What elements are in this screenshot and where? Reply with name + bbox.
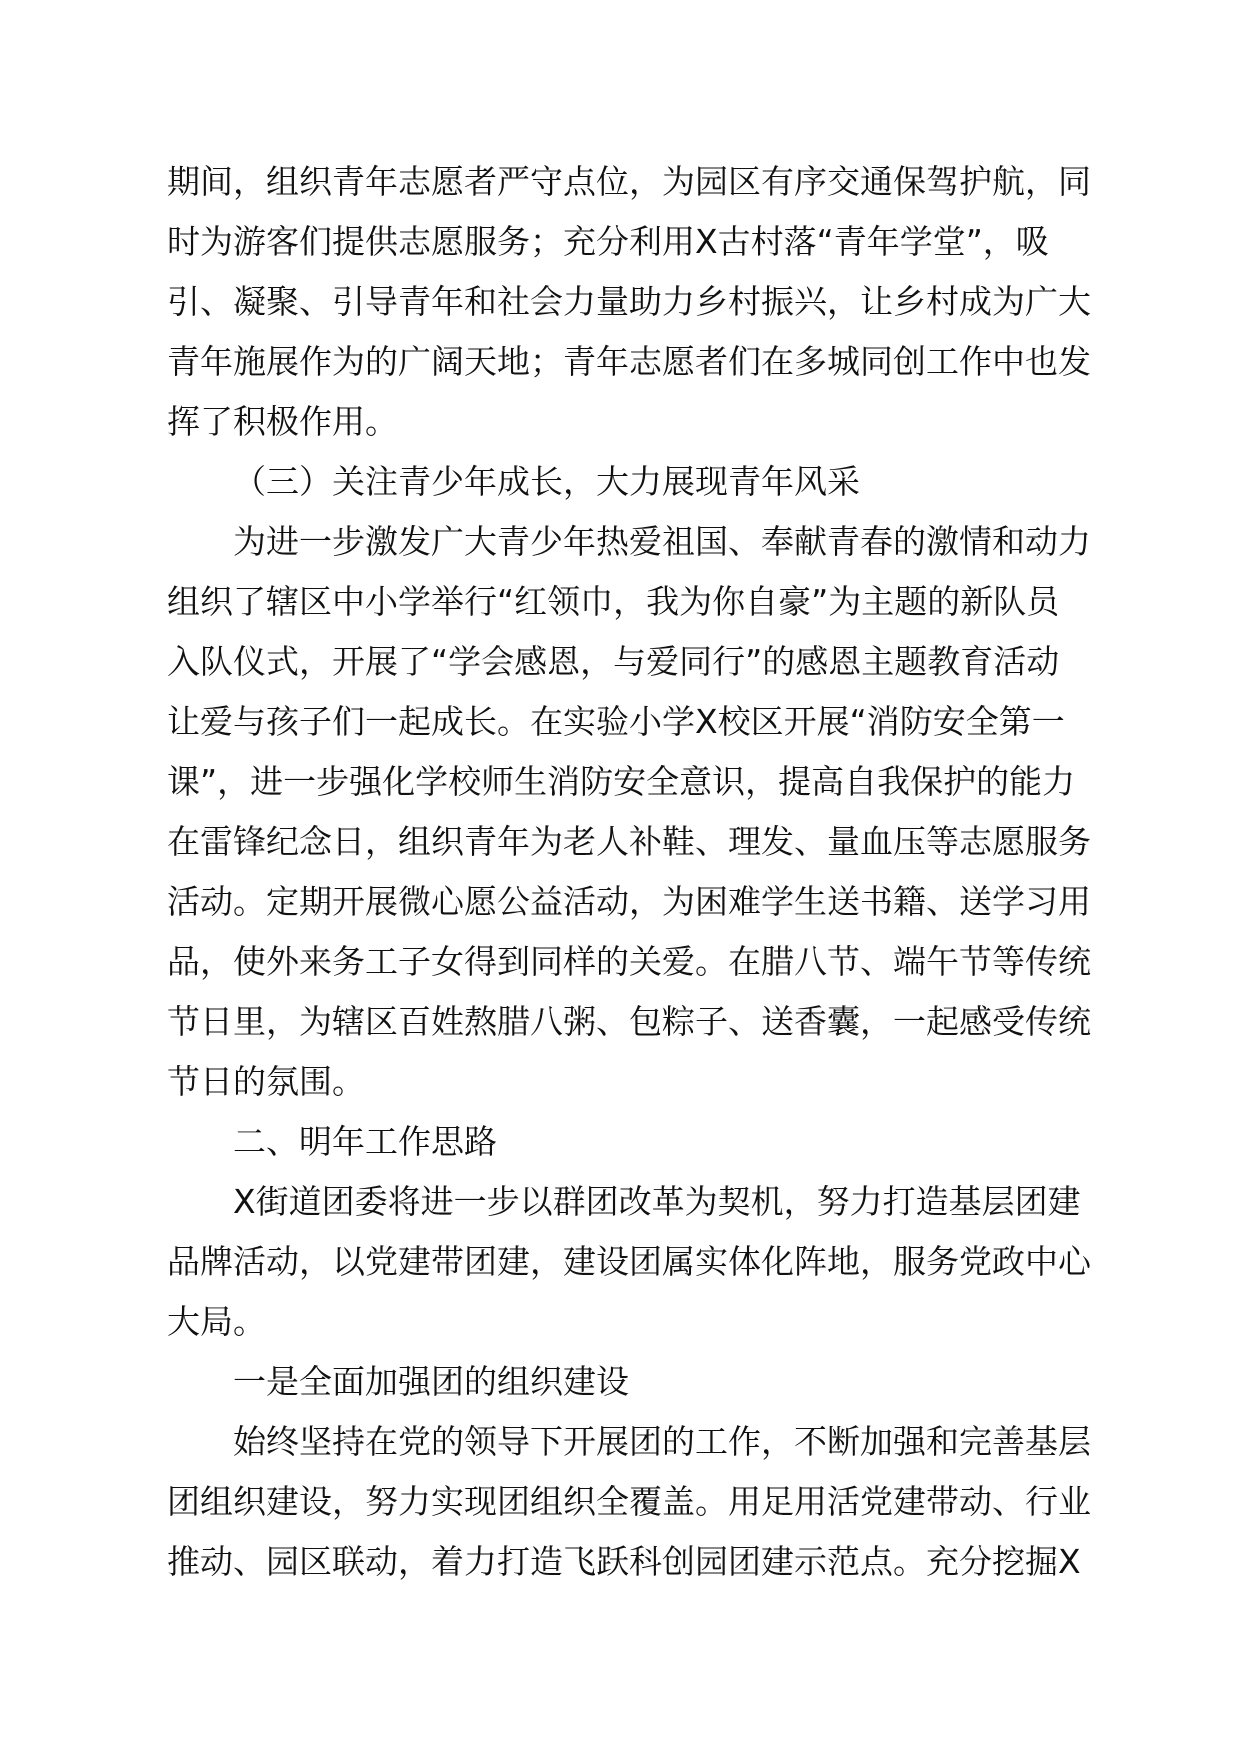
text-line: 一是全面加强团的组织建设 — [233, 1362, 629, 1401]
document-body — [167, 152, 1120, 1592]
text-line: 期间，组织青年志愿者严守点位，为园区有序交通保驾护航，同 — [167, 162, 1091, 201]
text-line: 大局。 — [167, 1302, 266, 1341]
text-line: 品，使外来务工子女得到同样的关爱。在腊八节、端午节等传统 — [167, 942, 1091, 981]
text-line: 入队仪式，开展了“学会感恩，与爱同行”的感恩主题教育活动 — [167, 642, 1060, 681]
text-line: 时为游客们提供志愿服务；充分利用X古村落“青年学堂”，吸 — [167, 222, 1049, 261]
text-line: 挥了积极作用。 — [167, 402, 398, 441]
text-line: 团组织建设，努力实现团组织全覆盖。用足用活党建带动、行业 — [167, 1482, 1091, 1521]
text-line: 始终坚持在党的领导下开展团的工作，不断加强和完善基层 — [233, 1422, 1091, 1461]
text-line: 活动。定期开展微心愿公益活动，为困难学生送书籍、送学习用 — [167, 882, 1091, 921]
text-line: 组织了辖区中小学举行“红领巾，我为你自豪”为主题的新队员 — [167, 582, 1060, 621]
text-line: 引、凝聚、引导青年和社会力量助力乡村振兴，让乡村成为广大 — [167, 282, 1091, 321]
text-line: 二、明年工作思路 — [233, 1122, 497, 1161]
text-line: 青年施展作为的广阔天地；青年志愿者们在多城同创工作中也发 — [167, 342, 1091, 381]
text-line: 课”，进一步强化学校师生消防安全意识，提高自我保护的能力 — [167, 762, 1076, 801]
text-line: 推动、园区联动，着力打造飞跃科创园团建示范点。充分挖掘X — [167, 1542, 1081, 1581]
text-line: （三）关注青少年成长，大力展现青年风采 — [233, 462, 860, 501]
text-line: 品牌活动，以党建带团建，建设团属实体化阵地，服务党政中心 — [167, 1242, 1091, 1281]
text-line: 节日里，为辖区百姓熬腊八粥、包粽子、送香囊，一起感受传统 — [167, 1002, 1091, 1041]
text-line: 让爱与孩子们一起成长。在实验小学X校区开展“消防安全第一 — [167, 702, 1065, 741]
text-line: 在雷锋纪念日，组织青年为老人补鞋、理发、量血压等志愿服务 — [167, 822, 1091, 861]
text-line: 节日的氛围。 — [167, 1062, 365, 1101]
text-line: 为进一步激发广大青少年热爱祖国、奉献青春的激情和动力 — [233, 522, 1091, 561]
text-line: X街道团委将进一步以群团改革为契机，努力打造基层团建 — [233, 1182, 1081, 1221]
